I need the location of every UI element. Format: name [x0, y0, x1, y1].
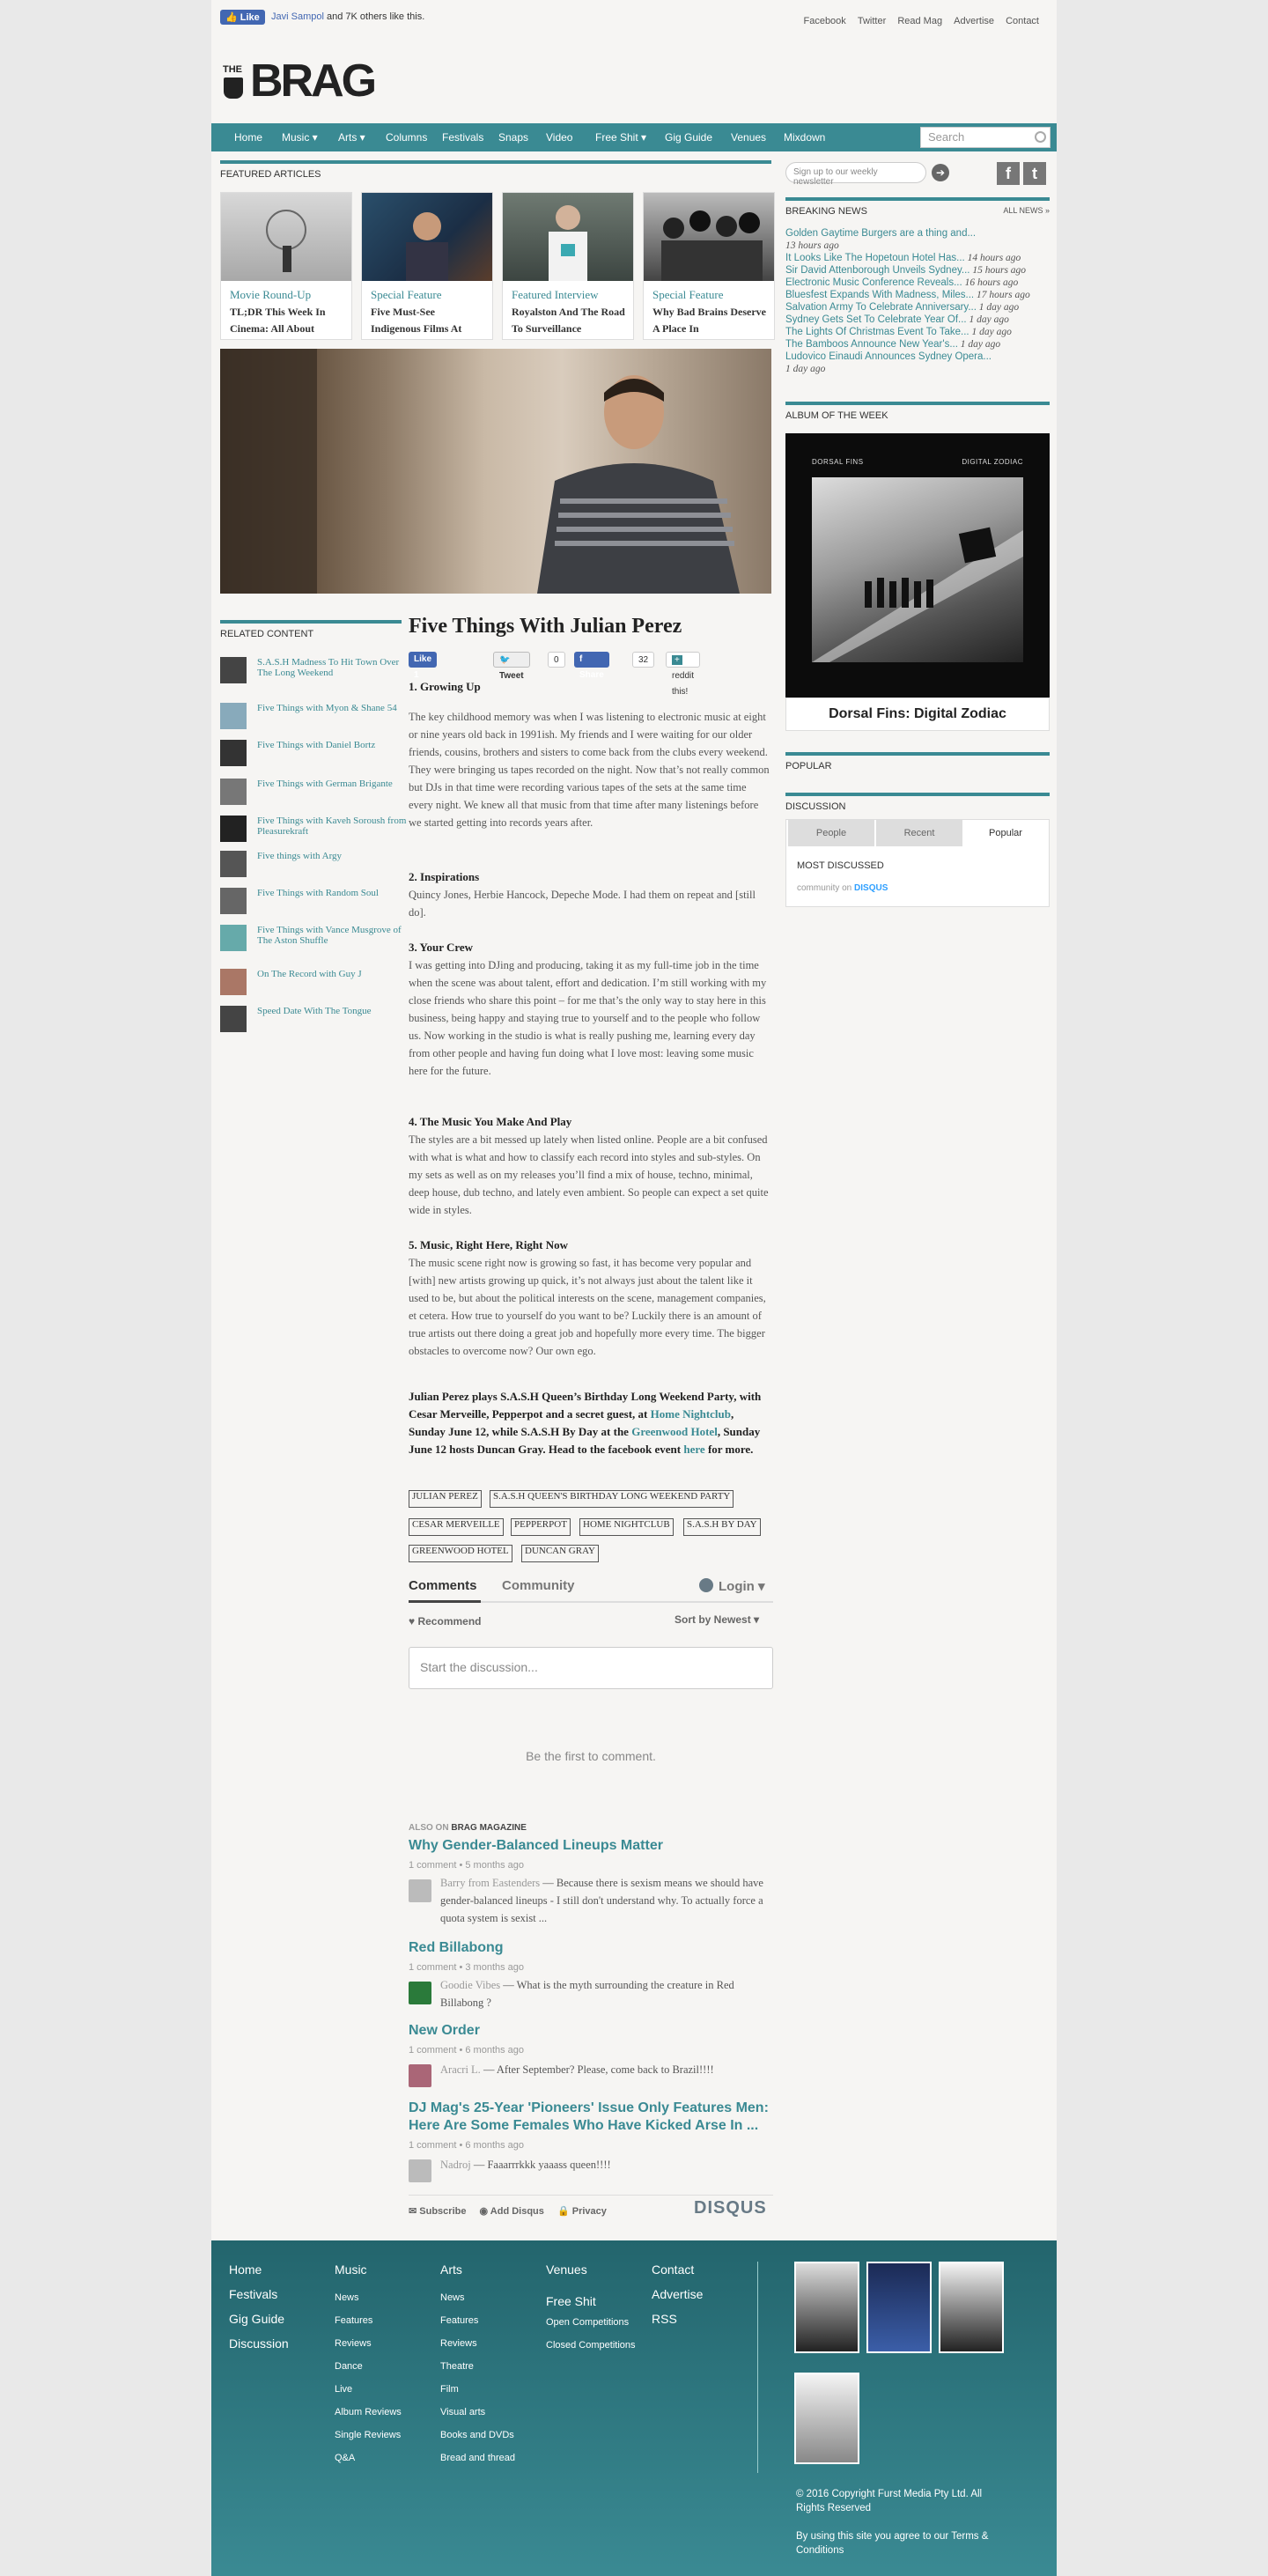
top-link-advertise[interactable]: Advertise: [954, 16, 995, 26]
footer-heading-music[interactable]: Music: [335, 2262, 367, 2277]
add-disqus-label: Add Disqus: [490, 2206, 544, 2217]
list-item[interactable]: [785, 264, 1050, 277]
footer-link[interactable]: Bread and thread: [440, 2453, 516, 2463]
twitter-icon[interactable]: t: [1023, 162, 1046, 185]
list-item[interactable]: [220, 657, 405, 689]
search-input[interactable]: [920, 127, 1051, 148]
related-heading: [220, 620, 402, 639]
news-time: 14 hours ago: [964, 253, 1021, 263]
also-on-site[interactable]: BRAG MAGAZINE: [451, 1823, 527, 1833]
footer-link-contact[interactable]: Contact: [652, 2262, 695, 2277]
community-on-text: community on: [797, 883, 855, 893]
nav-snaps[interactable]: Snaps: [498, 131, 529, 144]
related-thumbnail: [220, 740, 247, 766]
related-heading-text: RELATED CONTENT: [220, 629, 314, 639]
newsletter-input[interactable]: [785, 162, 926, 187]
article-heading: 2. Inspirations: [409, 870, 480, 883]
article-title: Five Things With Julian Perez: [409, 615, 682, 638]
facebook-share-button[interactable]: [574, 652, 609, 680]
list-item[interactable]: [220, 779, 405, 810]
twitter-bird-icon: 🐦: [499, 655, 511, 665]
footer-link[interactable]: Live: [335, 2384, 353, 2395]
subscribe-label: Subscribe: [419, 2206, 467, 2217]
envelope-icon: ✉: [409, 2206, 420, 2217]
promo-text: Julian Perez plays S.A.S.H Queen’s Birthday Long Weekend Party, with Cesar Merveille, Pepperpot and a secret guest, at: [409, 1390, 762, 1421]
article-paragraph: Quincy Jones, Herbie Hancock, Depeche Mode. I had them on repeat and [still do].: [409, 889, 756, 919]
featured-title[interactable]: Five Must-See Indigenous Films At: [371, 306, 462, 335]
featured-heading: [220, 160, 771, 180]
promo-link-facebook-event[interactable]: here: [683, 1443, 705, 1456]
footer-link[interactable]: Open Competitions: [546, 2317, 630, 2328]
popular-heading: [785, 752, 1050, 771]
news-title[interactable]: Ludovico Einaudi Announces Sydney Opera...: [785, 351, 992, 362]
magazine-cover[interactable]: [794, 2262, 859, 2353]
news-title[interactable]: Bluesfest Expands With Madness, Miles...: [785, 290, 975, 300]
commenter-name[interactable]: Aracri L.: [440, 2063, 481, 2076]
subscribe-link[interactable]: [409, 2206, 466, 2217]
newsletter-submit-button[interactable]: ➔: [932, 164, 949, 181]
article-paragraph: I was getting into DJing and producing, taking it as my full-time job in the time when the scene was about talent, effort and dedication. I’m still working with my close friends who share this point – for me that’s the only way to stay here in this business, being happy and staying true to yourself and to the people who follow us. Now working in the studio is what is really pushing me, learning every day from other people and having fun doing what I love most: leaving some music here for the future.: [409, 959, 767, 1077]
discussion-heading-text: DISCUSSION: [785, 801, 846, 812]
album-cover[interactable]: [785, 433, 1050, 698]
sort-dropdown[interactable]: Sort by Newest ▾: [675, 1613, 760, 1626]
related-thumbnail: [220, 657, 247, 683]
footer-link[interactable]: Dance: [335, 2361, 363, 2372]
related-discussion-excerpt[interactable]: [440, 1976, 773, 2011]
article-section: [409, 1236, 773, 1360]
list-item: [785, 240, 1050, 252]
related-discussion-title[interactable]: Red Billabong: [409, 1940, 504, 1955]
album-label-artist: DORSAL FINS: [812, 458, 864, 466]
site-logo[interactable]: [220, 55, 396, 107]
footer-heading-free-shit[interactable]: Free Shit: [546, 2294, 596, 2308]
list-item[interactable]: [785, 289, 1050, 301]
featured-title[interactable]: Royalston And The Road To Surveillance: [512, 306, 625, 335]
news-time: 13 hours ago: [785, 240, 839, 251]
top-strip: [220, 9, 1048, 28]
footer-link[interactable]: Single Reviews: [335, 2430, 402, 2440]
top-links: [794, 16, 1039, 26]
nav-music[interactable]: Music ▾: [282, 131, 318, 144]
featured-card[interactable]: [643, 192, 775, 340]
nav-festivals[interactable]: Festivals: [442, 131, 484, 144]
related-discussion-title[interactable]: New Order: [409, 2023, 480, 2038]
footer-copyright: [796, 2487, 1007, 2558]
footer-link[interactable]: News: [440, 2292, 465, 2303]
user-icon: [699, 1578, 713, 1592]
related-thumbnail: [220, 969, 247, 995]
main-nav: [211, 123, 1057, 151]
list-item[interactable]: [220, 740, 405, 771]
related-thumbnail: [220, 1006, 247, 1032]
list-item[interactable]: [220, 969, 405, 1000]
footer-link[interactable]: Visual arts: [440, 2407, 486, 2417]
related-thumbnail: [220, 925, 247, 951]
breaking-news-heading-text: BREAKING NEWS: [785, 206, 867, 217]
article-heading: 5. Music, Right Here, Right Now: [409, 1238, 569, 1251]
news-title[interactable]: Sydney Gets Set To Celebrate Year Of...: [785, 314, 967, 325]
footer-link-home[interactable]: Home: [229, 2262, 262, 2277]
article-paragraph: The styles are a bit messed up lately when listed online. People are a bit confused with what is what and how to classify each record into styles and sub-styles. On my sets as well as on my releases you’ll find a mix of house, techno, minimal, deep house, dub techno, and lately even ambient. So people can expect a set quite wide in styles.: [409, 1133, 769, 1216]
breaking-news-list: [785, 227, 1050, 375]
footer-col-main: [229, 2262, 289, 2360]
list-item: [785, 363, 1050, 375]
news-title[interactable]: Electronic Music Conference Reveals...: [785, 277, 962, 288]
news-title[interactable]: Sir David Attenborough Unveils Sydney...: [785, 265, 970, 276]
newsletter-placeholder: Sign up to our weekly newsletter: [793, 167, 878, 187]
related-thumbnail: [220, 888, 247, 914]
terms-link[interactable]: Terms & Conditions: [796, 2531, 989, 2556]
comment-text: — What is the myth surrounding the creature in Red Billabong ?: [440, 1979, 734, 2009]
disqus-footer-links: [409, 2205, 607, 2217]
tag[interactable]: HOME NIGHTCLUB: [579, 1518, 674, 1536]
terms-prefix: By using this site you agree to our: [796, 2531, 952, 2542]
related-title[interactable]: On The Record with Guy J: [257, 969, 362, 979]
tag[interactable]: S.A.S.H QUEEN'S BIRTHDAY LONG WEEKEND PARTY: [490, 1490, 734, 1508]
album-art: [812, 477, 1023, 662]
add-disqus-link[interactable]: [480, 2206, 544, 2217]
disqus-brand: DISQUS: [854, 883, 888, 893]
site-footer: [211, 2240, 1057, 2576]
nav-venues[interactable]: Venues: [731, 131, 767, 144]
featured-card[interactable]: [220, 192, 352, 340]
search-placeholder: Search: [928, 130, 965, 144]
related-title[interactable]: Speed Date With The Tongue: [257, 1006, 372, 1016]
tab-popular[interactable]: Popular: [989, 828, 1022, 838]
list-item[interactable]: [785, 227, 1050, 240]
list-item[interactable]: [220, 851, 405, 882]
featured-image: [644, 193, 774, 281]
article-section: [409, 868, 773, 921]
most-discussed-label: MOST DISCUSSED: [797, 860, 884, 871]
news-title[interactable]: Golden Gaytime Burgers are a thing and...: [785, 228, 977, 239]
tweet-button[interactable]: [493, 652, 530, 681]
avatar[interactable]: [409, 2064, 431, 2087]
like-count-text: and 7K others like this.: [323, 11, 425, 22]
featured-image-art: [644, 193, 774, 281]
comment-text: — Faaarrrkkk yaaass queen!!!!: [470, 2159, 611, 2171]
facebook-like-button[interactable]: Like 1: [409, 652, 437, 668]
related-thumbnail: [220, 816, 247, 842]
list-item[interactable]: [785, 301, 1050, 314]
nav-columns[interactable]: Columns: [386, 131, 428, 144]
related-title[interactable]: Five Things with Vance Musgrove of The Aston Shuffle: [257, 925, 402, 946]
news-title[interactable]: The Lights Of Christmas Event To Take...: [785, 327, 969, 337]
news-time: 1 day ago: [966, 314, 1009, 325]
promo-text: for more.: [704, 1443, 754, 1456]
heart-icon: ♥: [409, 1615, 418, 1628]
reddit-label: reddit this!: [672, 671, 695, 697]
list-item[interactable]: [785, 351, 1050, 363]
footer-link[interactable]: Album Reviews: [335, 2407, 402, 2417]
tag[interactable]: JULIAN PEREZ: [409, 1490, 482, 1508]
share-label: Share: [579, 670, 604, 680]
promo-link-greenwood-hotel[interactable]: Greenwood Hotel: [631, 1425, 718, 1438]
tab-community[interactable]: Community: [502, 1578, 575, 1593]
featured-heading-text: FEATURED ARTICLES: [220, 169, 321, 180]
share-count: 32: [632, 652, 654, 668]
tag[interactable]: DUNCAN GRAY: [521, 1545, 599, 1562]
facebook-like-count: [271, 11, 424, 22]
news-time: 1 day ago: [976, 302, 1020, 313]
magazine-cover[interactable]: [794, 2373, 859, 2464]
tag[interactable]: PEPPERPOT: [511, 1518, 571, 1536]
disqus-footer-divider: [409, 2195, 773, 2196]
avatar[interactable]: [409, 2159, 431, 2182]
facebook-icon: f: [579, 654, 583, 664]
list-item[interactable]: [220, 925, 405, 956]
related-discussion-title[interactable]: DJ Mag's 25-Year 'Pioneers' Issue Only Features Men: Here Are Some Females Who Have Kicked Arse In ...: [409, 2100, 769, 2133]
footer-link-festivals[interactable]: Festivals: [229, 2287, 278, 2301]
featured-image: [221, 193, 351, 281]
footer-link[interactable]: Closed Competitions: [546, 2340, 636, 2351]
footer-link[interactable]: Books and DVDs: [440, 2430, 514, 2440]
tag[interactable]: S.A.S.H BY DAY: [683, 1518, 761, 1536]
featured-category[interactable]: Special Feature: [652, 288, 724, 301]
copyright-text: © 2016 Copyright Furst Media Pty Ltd. All Rights Reserved: [796, 2489, 983, 2513]
facebook-icon[interactable]: f: [997, 162, 1020, 185]
commenter-name[interactable]: Goodie Vibes: [440, 1979, 501, 1991]
logo-the: THE: [223, 64, 242, 75]
related-title[interactable]: Five Things with Random Soul: [257, 888, 379, 898]
discussion-widget: [785, 819, 1050, 907]
tab-people[interactable]: People: [788, 820, 874, 846]
tab-recent[interactable]: Recent: [876, 820, 962, 846]
news-time: 15 hours ago: [969, 265, 1027, 276]
search-icon[interactable]: [1035, 131, 1046, 143]
thumbs-up-icon: 👍: [225, 12, 240, 23]
disqus-logo[interactable]: DISQUS: [694, 2198, 767, 2218]
liker-link[interactable]: Javi Sampol: [271, 11, 324, 22]
commenter-name[interactable]: Barry from Eastenders: [440, 1877, 541, 1889]
tweet-count: 0: [548, 652, 565, 668]
facebook-like-button[interactable]: 👍 Like: [220, 10, 265, 25]
footer-heading-arts[interactable]: Arts: [440, 2262, 462, 2277]
article-paragraph: The key childhood memory was when I was listening to electronic music at eight or nine years old back in 1991ish. My friends and I were waiting for our older friends, cousins, brothers and sisters to come back from the clubs every weekend. They were bringing us tapes recorded on the night. Now that’s not really common but DJs in that time were recording various tapes of the sets at the same time every night. We knew all that music from that time after many listenings before we started getting into records years after.: [409, 711, 770, 829]
featured-title[interactable]: TL;DR This Week In Cinema: All About: [230, 306, 326, 335]
recommend-label: Recommend: [417, 1615, 482, 1628]
featured-category[interactable]: Movie Round-Up: [230, 288, 312, 301]
featured-image: [503, 193, 633, 281]
promo-link-home-nightclub[interactable]: Home Nightclub: [650, 1407, 731, 1421]
tag[interactable]: CESAR MERVEILLE: [409, 1518, 504, 1536]
album-title[interactable]: Dorsal Fins: Digital Zodiac: [785, 698, 1050, 731]
recommend-button[interactable]: [409, 1615, 482, 1628]
featured-card[interactable]: [361, 192, 493, 340]
related-title[interactable]: Five Things with Kaveh Soroush from Pleasurekraft: [257, 816, 407, 837]
top-link-read-mag[interactable]: Read Mag: [897, 16, 943, 26]
featured-category[interactable]: Featured Interview: [512, 288, 599, 301]
related-thumbnail: [220, 851, 247, 877]
featured-title[interactable]: Why Bad Brains Deserve A Place In: [652, 306, 766, 335]
related-discussion-excerpt[interactable]: [440, 1874, 773, 1927]
nav-video[interactable]: Video: [546, 131, 573, 144]
footer-link-gig-guide[interactable]: Gig Guide: [229, 2312, 285, 2326]
featured-image-art: [221, 193, 351, 281]
magazine-cover[interactable]: [939, 2262, 1004, 2353]
reddit-button[interactable]: [666, 652, 700, 697]
album-heading: [785, 402, 1050, 421]
privacy-link[interactable]: [557, 2206, 607, 2217]
news-title[interactable]: It Looks Like The Hopetoun Hotel Has...: [785, 253, 965, 263]
footer-col-arts: [440, 2262, 515, 2469]
news-time: 17 hours ago: [974, 290, 1030, 300]
related-title[interactable]: Five things with Argy: [257, 851, 343, 861]
news-title[interactable]: The Bamboos Announce New Year's...: [785, 339, 958, 350]
article-section: [409, 1113, 773, 1219]
comment-text: — After September? Please, come back to Brazil!!!!: [480, 2063, 714, 2076]
article-heading: 3. Your Crew: [409, 941, 474, 954]
reddit-icon: +: [672, 655, 682, 665]
nav-home[interactable]: Home: [234, 131, 263, 144]
article-heading: 1. Growing Up: [409, 680, 481, 693]
featured-image: [362, 193, 492, 281]
logo-mark-icon: [224, 78, 243, 99]
nav-free-shit[interactable]: Free Shit ▾: [595, 131, 647, 144]
promo-text: , Sunday June 12 hosts Duncan Gray. Head to the facebook event: [409, 1425, 761, 1456]
list-item[interactable]: [785, 326, 1050, 338]
comments-tab-indicator: [409, 1600, 481, 1603]
footer-link-rss[interactable]: RSS: [652, 2312, 677, 2326]
breaking-news-heading: [785, 197, 1050, 217]
top-link-facebook[interactable]: Facebook: [803, 16, 846, 26]
footer-heading-venues[interactable]: Venues: [546, 2262, 587, 2277]
related-discussion-excerpt[interactable]: [440, 2061, 773, 2078]
list-item[interactable]: [220, 703, 405, 734]
comment-input[interactable]: [409, 1647, 773, 1689]
footer-link-advertise[interactable]: Advertise: [652, 2287, 704, 2301]
article-section: [409, 708, 773, 831]
related-title[interactable]: S.A.S.H Madness To Hit Town Over The Long Weekend: [257, 657, 400, 678]
article-section: [409, 939, 773, 1080]
list-item[interactable]: [220, 1006, 405, 1037]
tab-comments[interactable]: Comments: [409, 1578, 477, 1593]
related-discussion-meta: 1 comment • 5 months ago: [409, 1860, 525, 1871]
logo-brag: BRAG: [250, 55, 375, 107]
related-discussion-title[interactable]: Why Gender-Balanced Lineups Matter: [409, 1838, 663, 1853]
footer-link[interactable]: Reviews: [440, 2338, 477, 2349]
album-label-title: DIGITAL ZODIAC: [962, 458, 1023, 466]
list-item[interactable]: [785, 338, 1050, 351]
footer-divider: [757, 2262, 758, 2473]
popular-heading-text: POPULAR: [785, 761, 832, 771]
related-title[interactable]: Five Things with Myon & Shane 54: [257, 703, 397, 713]
featured-image-art: [503, 193, 633, 281]
article-paragraph: The music scene right now is growing so fast, it has become very popular and [with] new artists growing up quick, it’s not always just about the talent like it used to be, but about the political interests on the scene, management companies, et cetera. How true to yourself do you want to be? Luckily there is an amount of true artists out there doing a great job and hopefully more every time. The bigger obstacles to overcome now? Our own ego.: [409, 1257, 766, 1357]
nav-mixdown[interactable]: Mixdown: [784, 131, 826, 144]
related-title[interactable]: Five Things with German Brigante: [257, 779, 393, 789]
related-title[interactable]: Five Things with Daniel Bortz: [257, 740, 376, 750]
footer-link-discussion[interactable]: Discussion: [229, 2336, 289, 2351]
nav-gig-guide[interactable]: Gig Guide: [665, 131, 713, 144]
footer-link[interactable]: News: [335, 2292, 359, 2303]
list-item[interactable]: [785, 252, 1050, 264]
list-item[interactable]: [220, 888, 405, 919]
news-time: 1 day ago: [969, 327, 1012, 337]
footer-link[interactable]: Features: [335, 2315, 373, 2326]
article-promo: [409, 1388, 773, 1458]
commenter-name[interactable]: Nadroj: [440, 2159, 471, 2171]
footer-link[interactable]: Q&A: [335, 2453, 356, 2463]
news-time: 16 hours ago: [962, 277, 1019, 288]
all-news-link[interactable]: ALL NEWS »: [1003, 206, 1050, 215]
discussion-heading: [785, 793, 1050, 812]
news-time: 1 day ago: [785, 364, 826, 374]
top-link-contact[interactable]: Contact: [1006, 16, 1039, 26]
featured-card[interactable]: [502, 192, 634, 340]
top-link-twitter[interactable]: Twitter: [857, 16, 887, 26]
avatar[interactable]: [409, 1879, 431, 1902]
disqus-credit[interactable]: [797, 883, 888, 893]
promo-text: , Sunday June 12, while S.A.S.H By Day at the: [409, 1407, 734, 1438]
related-discussion-meta: 1 comment • 3 months ago: [409, 1962, 525, 1973]
footer-link[interactable]: Features: [440, 2315, 479, 2326]
page: [211, 0, 1057, 2576]
related-discussion-excerpt[interactable]: [440, 2156, 773, 2174]
nav-arts[interactable]: Arts ▾: [338, 131, 365, 144]
disqus-icon: ◉: [479, 2206, 490, 2217]
list-item[interactable]: [785, 314, 1050, 326]
news-time: 1 day ago: [957, 339, 1001, 350]
album-heading-text: ALBUM OF THE WEEK: [785, 410, 888, 421]
related-discussion-meta: 1 comment • 6 months ago: [409, 2045, 525, 2056]
also-on-prefix: ALSO ON: [409, 1823, 452, 1833]
hero-image: [220, 349, 771, 594]
featured-image-art: [362, 193, 492, 281]
privacy-label: Privacy: [571, 2206, 607, 2217]
comment-text: — Because there is sexism means we should have gender-balanced lineups - I still don't understand why. To actually force a quota system is sexist ...: [440, 1877, 763, 1924]
empty-comments-text: Be the first to comment.: [526, 1749, 656, 1763]
footer-col-contact: [652, 2262, 703, 2336]
article-section: [409, 678, 773, 696]
footer-col-music: [335, 2262, 402, 2469]
avatar[interactable]: [409, 1982, 431, 2004]
login-button[interactable]: [699, 1578, 765, 1594]
lock-icon: 🔒: [557, 2206, 572, 2217]
list-item[interactable]: [785, 277, 1050, 289]
terms-text: [796, 2529, 1007, 2558]
footer-link[interactable]: Reviews: [335, 2338, 372, 2349]
article-heading: 4. The Music You Make And Play: [409, 1115, 572, 1128]
hero-portrait: [220, 349, 771, 594]
tag[interactable]: GREENWOOD HOTEL: [409, 1545, 512, 1562]
login-label: Login ▾: [719, 1579, 765, 1594]
album-art-graphic: [812, 477, 1023, 662]
list-item[interactable]: [220, 816, 405, 847]
news-title[interactable]: Salvation Army To Celebrate Anniversary...: [785, 302, 977, 313]
comment-placeholder: Start the discussion...: [420, 1660, 538, 1674]
featured-category[interactable]: Special Feature: [371, 288, 442, 301]
footer-col-venues: [546, 2262, 636, 2357]
footer-link[interactable]: Film: [440, 2384, 459, 2395]
related-thumbnail: [220, 703, 247, 729]
related-thumbnail: [220, 779, 247, 805]
tweet-label: Tweet: [499, 671, 524, 681]
related-discussion-meta: 1 comment • 6 months ago: [409, 2140, 525, 2151]
also-on-label: [409, 1823, 527, 1833]
magazine-cover[interactable]: [866, 2262, 932, 2353]
footer-link[interactable]: Theatre: [440, 2361, 474, 2372]
